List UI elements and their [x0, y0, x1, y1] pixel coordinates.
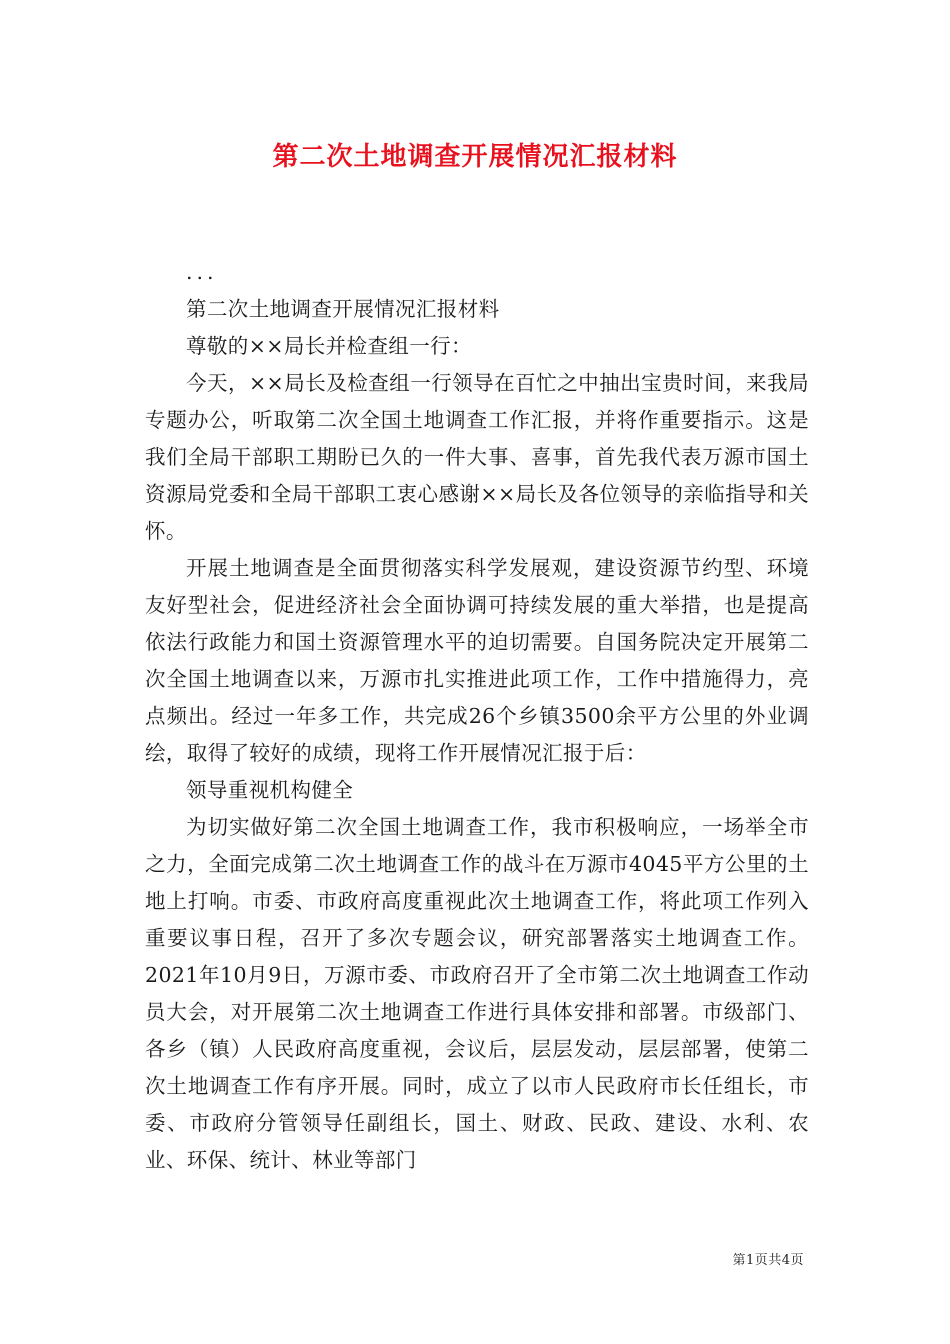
ellipsis-line: ...: [186, 260, 218, 284]
document-body: [145, 254, 809, 1179]
section-heading-leadership: 领导重视机构健全: [186, 778, 354, 802]
salutation: 尊敬的××局长并检查组一行：: [186, 334, 472, 358]
paragraph-significance: 开展土地调查是全面贯彻落实科学发展观，建设资源节约型、环境友好型社会，促进经济社会全面协调可持续发展的重大举措，也是提高依法行政能力和国土资源管理水平的迫切需要。自国务院决定开展第二次全国土地调查以来，万源市扎实推进此项工作，工作中措施得力，亮点频出。经过一年多工作，共完成26个乡镇3500余平方公里的外业调绘，取得了较好的成绩，现将工作开展情况汇报于后：: [145, 556, 809, 765]
document-title: 第二次土地调查开展情况汇报材料: [272, 142, 678, 172]
paragraph-welcome: 今天，××局长及检查组一行领导在百忙之中抽出宝贵时间，来我局专题办公，听取第二次全国土地调查工作汇报，并将作重要指示。这是我们全局干部职工期盼已久的一件大事、喜事，首先我代表万源市国土资源局党委和全局干部职工衷心感谢××局长及各位领导的亲临指导和关怀。: [145, 371, 809, 543]
repeated-title-line: 第二次土地调查开展情况汇报材料: [186, 297, 500, 321]
page-number: 第1页共4页: [732, 1253, 804, 1268]
paragraph-leadership: 为切实做好第二次全国土地调查工作，我市积极响应，一场举全市之力，全面完成第二次土地调查工作的战斗在万源市4045平方公里的土地上打响。市委、市政府高度重视此次土地调查工作，将此项工作列入重要议事日程，召开了多次专题会议，研究部署落实土地调查工作。2021年10月9日，万源市委、市政府召开了全市第二次土地调查工作动员大会，对开展第二次土地调查工作进行具体安排和部署。市级部门、各乡（镇）人民政府高度重视，会议后，层层发动，层层部署，使第二次土地调查工作有序开展。同时，成立了以市人民政府市长任组长，市委、市政府分管领导任副组长，国土、财政、民政、建设、水利、农业、环保、统计、林业等部门: [145, 815, 809, 1172]
